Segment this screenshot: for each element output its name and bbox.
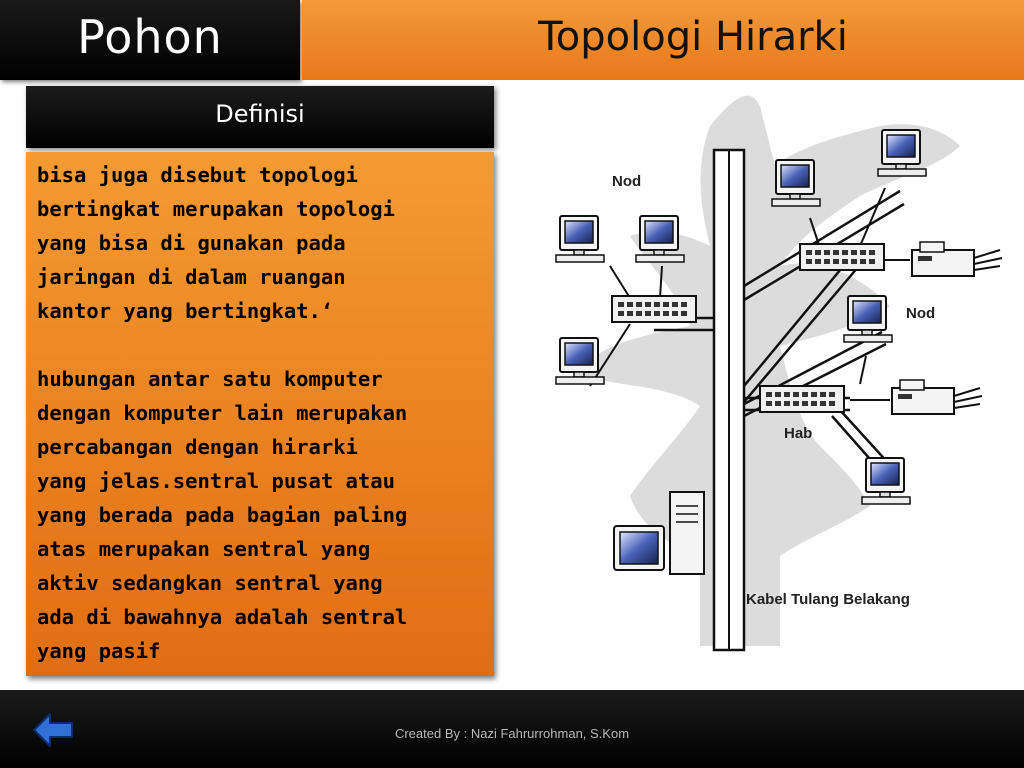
definition-paragraph-2: hubungan antar satu komputer dengan komputer lain merupakan percabangan dengan hirarki yang jelas.sentral pusat atau yang berada pada bagian paling atas merupakan sentral yang aktiv sedangkan sentral yang ada di bawahnya adalah sentral yang pasif	[37, 367, 408, 663]
tree-topology-diagram	[520, 86, 1024, 686]
definition-heading-box	[26, 86, 494, 148]
label-hab: Hab	[784, 425, 813, 442]
label-nod-top: Nod	[612, 173, 642, 190]
label-nod-right: Nod	[906, 305, 936, 322]
slide-title: Topologi Hirarki	[538, 14, 848, 60]
label-backbone: Kabel Tulang Belakang	[746, 591, 910, 608]
definition-paragraph-1: bisa juga disebut topologi bertingkat merupakan topologi yang bisa di gunakan pada jaringan di dalam ruangan kantor yang bertingkat.‘	[37, 163, 395, 323]
definition-heading: Definisi	[215, 100, 305, 128]
header-left-panel	[0, 0, 300, 80]
header-left-title: Pohon	[77, 10, 223, 64]
footer-bar	[0, 690, 1024, 768]
definition-text-box	[26, 152, 494, 676]
footer-credit: Created By : Nazi Fahrurrohman, S.Kom	[394, 726, 630, 741]
header-right-panel	[302, 0, 1024, 80]
